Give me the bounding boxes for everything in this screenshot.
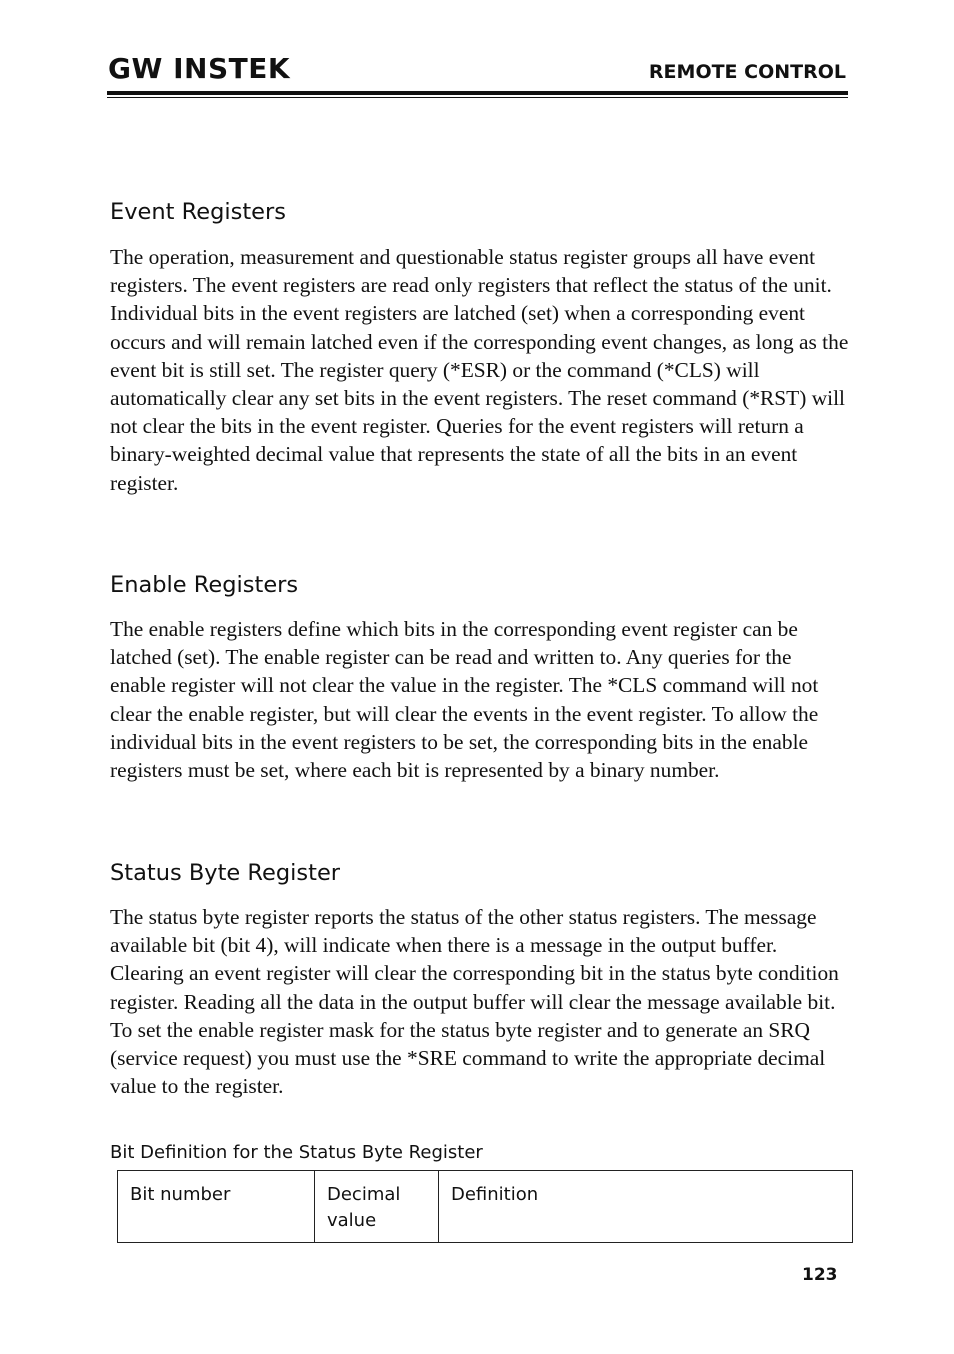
table-header-row xyxy=(118,1171,853,1243)
heading-enable-registers: Enable Registers xyxy=(110,572,299,598)
header-rule xyxy=(107,91,848,95)
section-title: REMOTE CONTROL xyxy=(648,61,846,83)
paragraph-status-byte-register: The status byte register reports the status of the other status registers. The message available bit (bit 4), will indicate when there is a message in the output buffer. Clearing an event register will clear the corresponding bit in the status byte condition register. Reading all the data in the output buffer will clear the message available bit. To set the enable register mask for the status byte register and to generate an SRQ (service request) you must use the *SRE command to write the appropriate decimal value to the register. xyxy=(110,905,839,1099)
paragraph-enable-registers: The enable registers define which bits in the corresponding event register can be latched (set). The enable register can be read and written to. Any queries for the enable register will not clear the value in the register. The *CLS command will not clear the enable register, but will clear the events in the event register. To allow the individual bits in the event registers to be set, the corresponding bits in the enable registers must be set, where each bit is represented by a binary number. xyxy=(110,617,819,783)
paragraph-event-registers: The operation, measurement and questionable status register groups all have event registers. The event registers are read only registers that reflect the status of the unit. Individual bits in the event registers are latched (set) when a corresponding event occurs and will remain latched even if the corresponding event changes, as long as the event bit is still set. The register query (*ESR) or the command (*CLS) will automatically clear any set bits in the event registers. The reset command (*RST) will not clear the bits in the event register. Queries for the event registers will return a binary-weighted decimal value that represents the state of all the bits in an event register. xyxy=(110,245,849,495)
brand-logo: GW INSTEK xyxy=(108,52,291,85)
heading-status-byte-register: Status Byte Register xyxy=(110,860,341,886)
column-header-definition: Definition xyxy=(439,1171,853,1243)
page-number: 123 xyxy=(802,1265,838,1285)
table-caption: Bit Definition for the Status Byte Register xyxy=(110,1142,483,1163)
column-header-bit-number: Bit number xyxy=(118,1171,315,1243)
heading-event-registers: Event Registers xyxy=(110,199,286,225)
column-header-decimal-value: Decimal value xyxy=(315,1171,439,1243)
header-rule-thin xyxy=(107,97,848,98)
bit-definition-table xyxy=(117,1170,853,1243)
